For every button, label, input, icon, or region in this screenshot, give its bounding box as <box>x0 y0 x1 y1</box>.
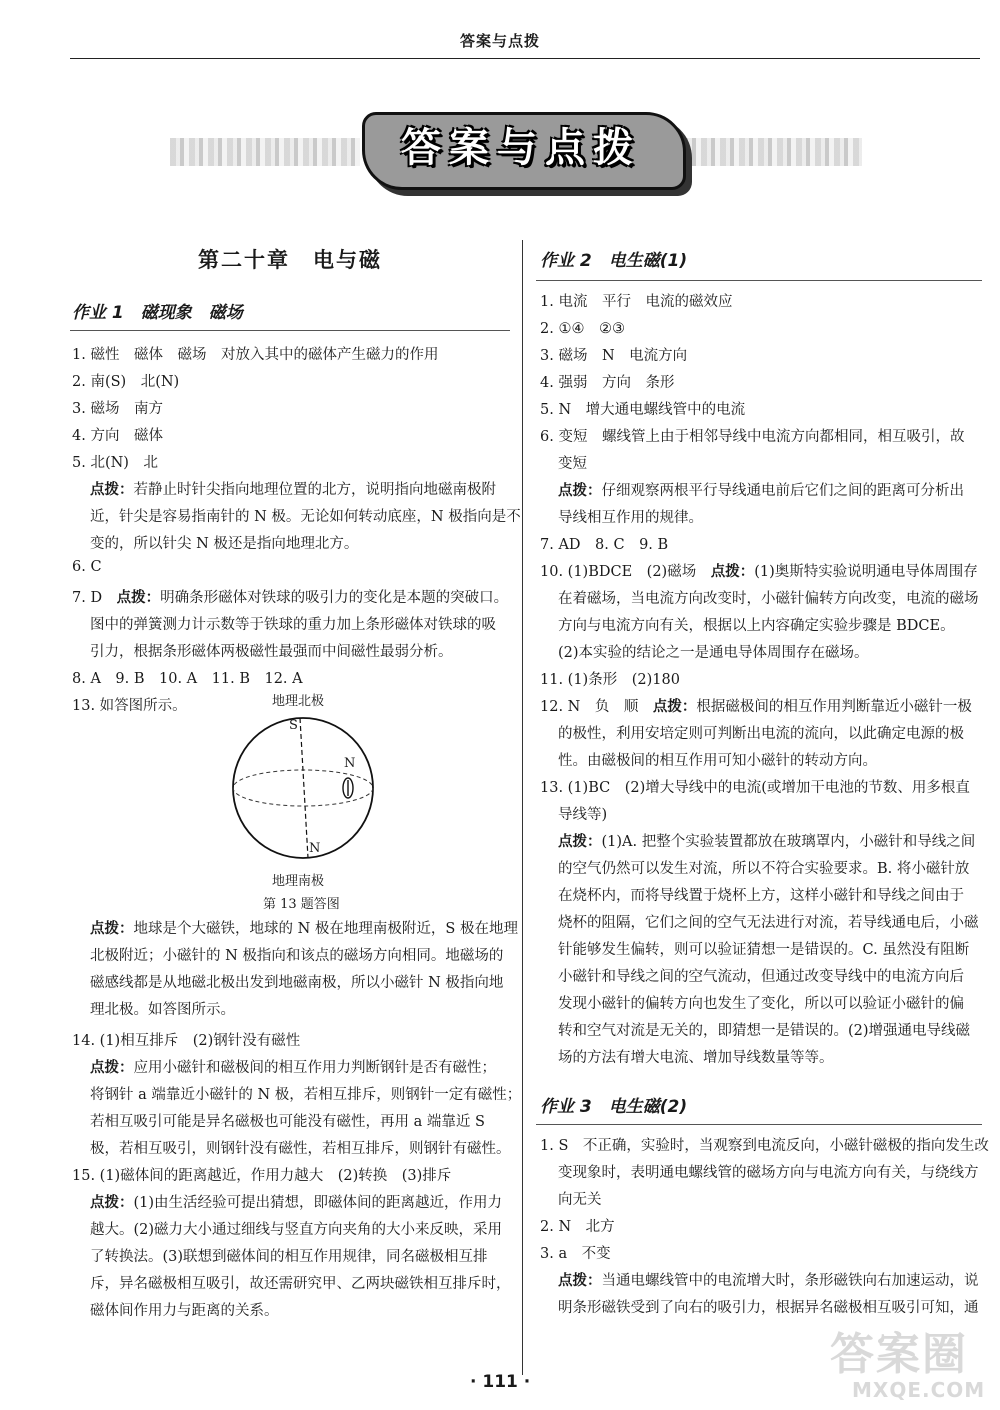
tip-line: 针能够发生偏转，则可以验证猜想一是错误的。C. 虽然没有阻断 <box>558 942 970 958</box>
tip-label: 点拨： <box>90 1194 134 1211</box>
page-number: · 111 · <box>470 1372 531 1392</box>
column-divider <box>522 240 523 1375</box>
tip-line: 将钢针 a 端靠近小磁针的 N 极，若相互排斥，则钢针一定有磁性； <box>90 1087 522 1103</box>
tip-label: 点拨： <box>116 589 161 606</box>
tip-line: 近，针尖是容易指南针的 N 极。无论如何转动底座，N 极指向是不 <box>90 509 521 525</box>
running-header: 答案与点拨 <box>459 32 540 50</box>
tip-line: (2)本实验的结论之一是通电导体周围存在磁场。 <box>558 645 869 661</box>
tip-line: 引力，根据条形磁体两极磁性最强而中间磁性最弱分析。 <box>90 644 453 660</box>
chapter-title: 第二十章 电与磁 <box>198 247 382 272</box>
answer-line: 5. 北(N) 北 <box>72 455 158 471</box>
tip-line: 点拨：(1)A. 把整个实验装置都放在玻璃罩内，小磁针和导线之间 <box>558 833 976 850</box>
figure-caption: 第 13 题答图 <box>263 897 340 912</box>
answer-line: 13. (1)BC (2)增大导线中的电流(或增加干电池的节数、用多根直 <box>540 780 970 796</box>
tip-line: 明条形磁铁受到了向右的吸引力，根据异名磁极相互吸引可知，通 <box>558 1300 979 1316</box>
answer-line: 7. AD 8. C 9. B <box>540 537 669 553</box>
tip-line: 点拨：当通电螺线管中的电流增大时，条形磁铁向右加速运动，说 <box>558 1272 979 1289</box>
tip-line: 的极性，利用安培定则可判断出电流的流向，以此确定电源的极 <box>558 726 964 742</box>
tip-line: 了转换法。(3)联想到磁体间的相互作用规律，同名磁极相互排 <box>90 1249 488 1265</box>
figure-label-geographic-south: 地理南极 <box>272 874 325 889</box>
answer-line: 12. N 负 顺 点拨：根据磁极间的相互作用判断靠近小磁针一极 <box>540 698 972 715</box>
tip-line: 点拨：若静止时针尖指向地理位置的北方，说明指向地磁南极附 <box>90 481 496 498</box>
tip-label: 点拨： <box>558 833 602 850</box>
answer-line: 1. 磁性 磁体 磁场 对放入其中的磁体产生磁力的作用 <box>72 347 439 363</box>
tip-line: 极，若相互吸引，则钢针没有磁性，若相互排斥，则钢针有磁性。 <box>90 1141 511 1157</box>
banner-decoration-right <box>682 138 862 166</box>
answer-line: 3. 磁场 南方 <box>72 401 163 417</box>
homework-2-rule <box>536 280 982 281</box>
tip-label: 点拨： <box>90 1059 134 1076</box>
tip-line: 点拨：仔细观察两根平行导线通电前后它们之间的距离可分析出 <box>558 482 964 499</box>
tip-line: 理北极。如答图所示。 <box>90 1002 235 1018</box>
answer-line: 2. 南(S) 北(N) <box>72 374 180 390</box>
tip-label: 点拨： <box>90 481 134 498</box>
answer-line: 14. (1)相互排斥 (2)钢针没有磁性 <box>72 1033 301 1049</box>
tip-line: 在着磁场，当电流方向改变时，小磁针偏转方向改变，电流的磁场 <box>558 591 979 607</box>
tip-label: 点拨： <box>90 920 134 937</box>
tip-line: 性。由磁极间的相互作用可知小磁针的转动方向。 <box>558 753 877 769</box>
answer-line: 10. (1)BDCE (2)磁场 点拨：(1)奥斯特实验说明通电导体周围存 <box>540 563 978 580</box>
tip-line: 北极附近；小磁针的 N 极指向和该点的磁场方向相同。地磁场的 <box>90 948 504 964</box>
banner-decoration-left <box>170 138 360 166</box>
tip-line: 磁感线都是从地磁北极出发到地磁南极，所以小磁针 N 极指向地 <box>90 975 504 991</box>
answer-line: 2. N 北方 <box>540 1219 615 1235</box>
answer-line: 4. 强弱 方向 条形 <box>540 375 675 391</box>
tip-line: 小磁针和导线之间的空气流动，但通过改变导线中的电流方向后 <box>558 969 964 985</box>
banner-title: 答案与点拨 <box>401 125 641 171</box>
answer-line: 7. D 点拨：明确条形磁体对铁球的吸引力的变化是本题的突破口。 <box>72 589 509 606</box>
answer-line: 6. 变短 螺线管上由于相邻导线中电流方向都相同，相互吸引，故 <box>540 429 965 445</box>
header-rule <box>70 58 980 59</box>
answer-line: 5. N 增大通电螺线管中的电流 <box>540 402 746 418</box>
earth-magnetism-figure <box>228 708 378 868</box>
tip-line: 点拨：应用小磁针和磁极间的相互作用力判断钢针是否有磁性； <box>90 1059 496 1076</box>
tip-line: 点拨：(1)由生活经验可提出猜想，即磁体间的距离越近，作用力 <box>90 1194 503 1211</box>
tip-line: 转和空气对流是无关的，即猜想一是错误的。(2)增强通电导线磁 <box>558 1023 971 1039</box>
answer-line: 导线等) <box>558 807 608 823</box>
answer-line: 2. ①④ ②③ <box>540 321 625 337</box>
homework-3-rule <box>536 1124 982 1125</box>
tip-line: 在烧杯内，而将导线置于烧杯上方，这样小磁针和导线之间由于 <box>558 888 964 904</box>
homework-1-title: 作业 1 磁现象 磁场 <box>72 303 243 323</box>
answer-line: 6. C <box>72 559 102 575</box>
answer-line: 3. a 不变 <box>540 1246 611 1262</box>
answer-line: 13. 如答图所示。 <box>72 698 187 714</box>
watermark-url: MXQE.COM <box>852 1378 986 1402</box>
figure-label-n-pole: N <box>309 841 321 856</box>
tip-line: 斥，异名磁极相互吸引，故还需研究甲、乙两块磁铁相互排斥时， <box>90 1276 511 1292</box>
homework-2-title: 作业 2 电生磁(1) <box>540 251 688 271</box>
tip-line: 发现小磁针的偏转方向也发生了变化，所以可以验证小磁针的偏 <box>558 996 964 1012</box>
tip-label: 点拨： <box>710 563 755 580</box>
answer-line: 1. 电流 平行 电流的磁效应 <box>540 294 733 310</box>
tip-line: 越大。(2)磁力大小通过细线与竖直方向夹角的大小来反映，采用 <box>90 1222 503 1238</box>
tip-label: 点拨： <box>652 698 697 715</box>
tip-line: 图中的弹簧测力计示数等于铁球的重力加上条形磁体对铁球的吸 <box>90 617 496 633</box>
tip-line: 变的，所以针尖 N 极还是指向地理北方。 <box>90 536 359 552</box>
tip-line: 的空气仍然可以发生对流，所以不符合实验要求。B. 将小磁针放 <box>558 861 970 877</box>
figure-label-needle-n: N <box>344 756 356 771</box>
earth-circle <box>233 718 373 858</box>
figure-label-s-pole: S <box>289 718 298 733</box>
homework-3-title: 作业 3 电生磁(2) <box>540 1097 688 1117</box>
tip-label: 点拨： <box>558 1272 602 1289</box>
tip-line: 点拨：地球是个大磁铁，地球的 N 极在地理南极附近，S 极在地理 <box>90 920 518 937</box>
tip-label: 点拨： <box>558 482 602 499</box>
homework-1-rule <box>70 330 510 331</box>
tip-line: 磁体间作用力与距离的关系。 <box>90 1303 279 1319</box>
tip-line: 若相互吸引可能是异名磁极也可能没有磁性，再用 a 端靠近 S <box>90 1114 485 1130</box>
answer-line: 向无关 <box>558 1192 602 1208</box>
answer-line: 4. 方向 磁体 <box>72 428 163 444</box>
answer-line: 15. (1)磁体间的距离越近，作用力越大 (2)转换 (3)排斥 <box>72 1168 452 1184</box>
tip-line: 烧杯的阻隔，它们之间的空气无法进行对流，若导线通电后，小磁 <box>558 915 979 931</box>
answer-line: 3. 磁场 N 电流方向 <box>540 348 688 364</box>
tip-line: 导线相互作用的规律。 <box>558 510 703 526</box>
tip-line: 场的方法有增大电流、增加导线数量等等。 <box>558 1050 834 1066</box>
answer-line: 8. A 9. B 10. A 11. B 12. A <box>72 671 303 687</box>
section-banner <box>170 100 870 200</box>
magnetic-axis <box>300 718 308 858</box>
tip-line: 方向与电流方向有关，根据以上内容确定实验步骤是 BDCE。 <box>558 618 955 634</box>
watermark-logo: 答案圈 <box>830 1329 968 1380</box>
figure-label-geographic-north: 地理北极 <box>272 694 325 709</box>
answer-line: 变短 <box>558 456 587 472</box>
answer-line: 变现象时，表明通电螺线管的磁场方向与电流方向有关，与绕线方 <box>558 1165 979 1181</box>
answer-line: 1. S 不正确，实验时，当观察到电流反向，小磁针磁极的指向发生改 <box>540 1138 989 1154</box>
answer-line: 11. (1)条形 (2)180 <box>540 672 680 688</box>
